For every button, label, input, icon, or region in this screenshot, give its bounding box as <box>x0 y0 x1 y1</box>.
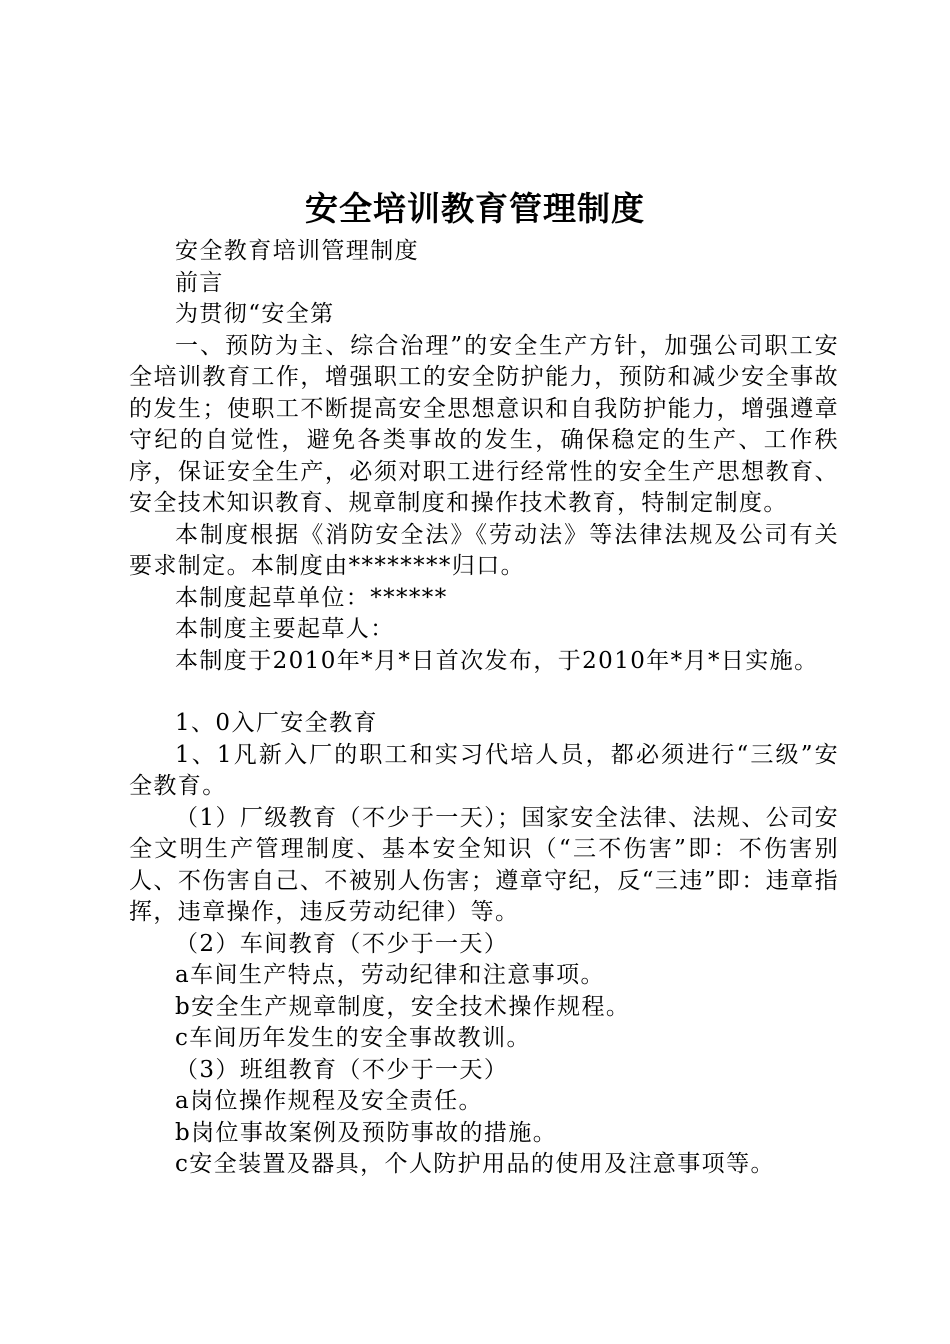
paragraph-drafting-unit: 本制度起草单位：****** <box>175 584 448 611</box>
document-title: 安全培训教育管理制度 <box>305 189 645 228</box>
paragraph-1-1: 1、1凡新入厂的职工和实习代培人员，都必须进行“三级”安全教育。 <box>129 741 839 799</box>
paragraph-preface-heading: 前言 <box>175 269 224 296</box>
list-item: b岗位事故案例及预防事故的措施。 <box>175 1119 558 1146</box>
document-body <box>129 236 839 1181</box>
list-item: c车间历年发生的安全事故教训。 <box>175 1025 531 1051</box>
paragraph-workshop-education: （2）车间教育（不少于一天） <box>175 930 509 957</box>
section-heading-1-0: 1、0入厂安全教育 <box>175 710 378 736</box>
paragraph-team-education: （3）班组教育（不少于一天） <box>175 1056 509 1083</box>
list-item: c安全装置及器具，个人防护用品的使用及注意事项等。 <box>175 1151 775 1177</box>
list-item: a车间生产特点，劳动纪律和注意事项。 <box>175 962 605 988</box>
list-item: b安全生产规章制度，安全技术操作规程。 <box>175 993 631 1020</box>
paragraph-intro-start: 为贯彻“安全第 <box>175 301 335 327</box>
paragraph-factory-education: （1）厂级教育（不少于一天）；国家安全法律、法规、公司安全文明生产管理制度、基本安全知识（“三不伤害”即：不伤害别人、不伤害自己、不被别人伤害；遵章守纪，反“三违”即：违章指挥，违章操作，违反劳动纪律）等。 <box>129 804 839 925</box>
paragraph-drafter: 本制度主要起草人： <box>175 616 395 642</box>
list-item: a岗位操作规程及安全责任。 <box>175 1088 483 1114</box>
paragraph-subtitle: 安全教育培训管理制度 <box>175 238 419 264</box>
paragraph-purpose: 一、预防为主、综合治理”的安全生产方针，加强公司职工安全培训教育工作，增强职工的安全防护能力，预防和减少安全事故的发生；使职工不断提高安全思想意识和自我防护能力，增强遵章守纪的自觉性，避免各类事故的发生，确保稳定的生产、工作秩序，保证安全生产，必须对职工进行经常性的安全生产思想教育、安全技术知识教育、规章制度和操作技术教育，特制定制度。 <box>129 332 839 516</box>
paragraph-release-date: 本制度于2010年*月*日首次发布，于2010年*月*日实施。 <box>175 647 819 674</box>
paragraph-basis: 本制度根据《消防安全法》《劳动法》等法律法规及公司有关要求制定。本制度由********归口。 <box>129 521 839 579</box>
